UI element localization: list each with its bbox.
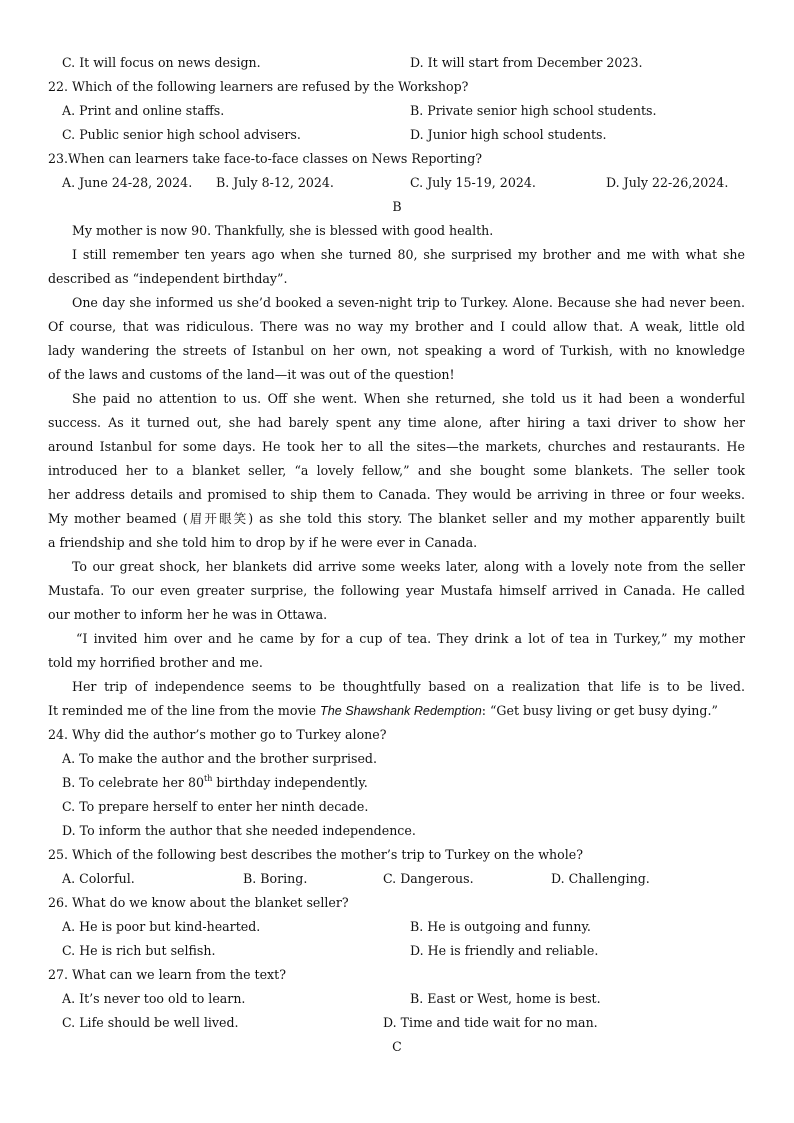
q21-option-d: D. It will start from December 2023. <box>410 55 643 70</box>
passage-line: Mustafa. To our even greater surprise, the following year Mustafa himself arrived in Canada. He called <box>48 583 745 598</box>
q27-question: 27. What can we learn from the text? <box>48 967 286 982</box>
passage-line: success. As it turned out, she had barely spent any time alone, after hiring a taxi driver to show her <box>48 415 745 430</box>
q23-option-b: B. July 8-12, 2024. <box>216 175 334 190</box>
passage-line: Her trip of independence seems to be thoughtfully based on a realization that life is to be lived. <box>72 679 745 694</box>
passage-line: told my horrified brother and me. <box>48 655 263 670</box>
q24-option-d: D. To inform the author that she needed independence. <box>62 823 416 838</box>
q26-option-b: B. He is outgoing and funny. <box>410 919 591 934</box>
q22-option-c: C. Public senior high school advisers. <box>62 127 301 142</box>
passage-line: our mother to inform her he was in Ottawa. <box>48 607 328 622</box>
q26-question: 26. What do we know about the blanket seller? <box>48 895 349 910</box>
passage-line: lady wandering the streets of Istanbul on her own, not speaking a word of Turkish, with no knowledge <box>48 343 745 358</box>
passage-line: around Istanbul for some days. He took her to all the sites—the markets, churches and restaurants. He <box>48 439 745 454</box>
passage-line: “I invited him over and he came by for a cup of tea. They drink a lot of tea in Turkey,” my mother <box>76 631 745 646</box>
ordinal-suffix: th <box>203 774 213 783</box>
q24-question: 24. Why did the author’s mother go to Turkey alone? <box>48 727 387 742</box>
passage-line: I still remember ten years ago when she turned 80, she surprised my brother and me with what she <box>72 247 745 262</box>
passage-line: described as “independent birthday”. <box>48 271 288 286</box>
passage-last-line <box>48 699 718 723</box>
passage-line: She paid no attention to us. Off she went. When she returned, she told us it had been a wonderful <box>72 391 745 406</box>
q21-option-c: C. It will focus on news design. <box>62 55 261 70</box>
q25-option-a: A. Colorful. <box>62 871 135 886</box>
q25-option-c: C. Dangerous. <box>383 871 474 886</box>
q25-option-d: D. Challenging. <box>551 871 650 886</box>
q23-question: 23.When can learners take face-to-face classes on News Reporting? <box>48 151 483 166</box>
q22-question: 22. Which of the following learners are refused by the Workshop? <box>48 79 469 94</box>
q23-option-a: A. June 24-28, 2024. <box>62 175 193 190</box>
q27-option-a: A. It’s never too old to learn. <box>62 991 246 1006</box>
q27-option-b: B. East or West, home is best. <box>410 991 601 1006</box>
q22-option-a: A. Print and online staffs. <box>62 103 225 118</box>
q25-option-b: B. Boring. <box>243 871 308 886</box>
passage-text: It reminded me of the line from the movie <box>48 703 321 718</box>
option-text: B. To celebrate her 80 <box>62 775 204 790</box>
q22-option-d: D. Junior high school students. <box>410 127 607 142</box>
passage-line: My mother is now 90. Thankfully, she is blessed with good health. <box>72 223 494 238</box>
section-b-heading: B <box>392 199 402 214</box>
passage-line: Of course, that was ridiculous. There was no way my brother and I could allow that. A weak, little old <box>48 319 745 334</box>
passage-text: : “Get busy living or get busy dying.” <box>481 703 718 718</box>
passage-line: her address details and promised to ship them to Canada. They would be arriving in three or four weeks. <box>48 487 745 502</box>
passage-line: introduced her to a blanket seller, “a lovely fellow,” and she bought some blankets. The seller took <box>48 463 745 478</box>
q26-option-a: A. He is poor but kind-hearted. <box>62 919 261 934</box>
q22-option-b: B. Private senior high school students. <box>410 103 657 118</box>
q24-option-b <box>62 771 368 795</box>
passage-line: To our great shock, her blankets did arrive some weeks later, along with a lovely note from the seller <box>72 559 745 574</box>
movie-title: The Shawshank Redemption <box>320 704 482 718</box>
q27-option-d: D. Time and tide wait for no man. <box>383 1015 598 1030</box>
q25-question: 25. Which of the following best describes the mother’s trip to Turkey on the whole? <box>48 847 583 862</box>
q26-option-d: D. He is friendly and reliable. <box>410 943 599 958</box>
q24-option-c: C. To prepare herself to enter her ninth decade. <box>62 799 369 814</box>
passage-line: of the laws and customs of the land—it was out of the question! <box>48 367 455 382</box>
q26-option-c: C. He is rich but selfish. <box>62 943 216 958</box>
q23-option-d: D. July 22-26,2024. <box>606 175 729 190</box>
passage-line: My mother beamed (眉开眼笑) as she told this story. The blanket seller and my mother apparently built <box>48 511 745 526</box>
q23-option-c: C. July 15-19, 2024. <box>410 175 536 190</box>
passage-line: a friendship and she told him to drop by if he were ever in Canada. <box>48 535 478 550</box>
option-text: birthday independently. <box>212 775 368 790</box>
q24-option-a: A. To make the author and the brother surprised. <box>62 751 377 766</box>
passage-line: One day she informed us she’d booked a seven-night trip to Turkey. Alone. Because she had never been. <box>72 295 745 310</box>
section-c-heading: C <box>392 1039 402 1054</box>
q27-option-c: C. Life should be well lived. <box>62 1015 239 1030</box>
